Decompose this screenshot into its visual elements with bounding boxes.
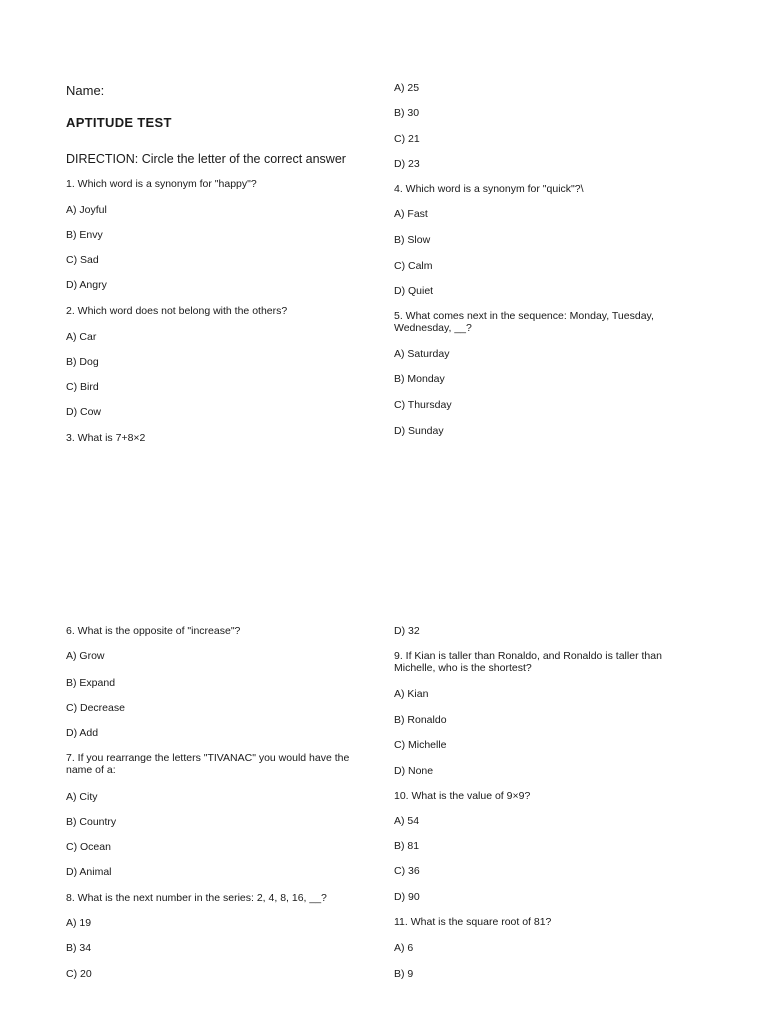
option-10b: B) 81 [394,840,420,852]
option-11b: B) 9 [394,968,414,980]
question-10: 10. What is the value of 9×9? [394,790,531,802]
option-1b: B) Envy [66,229,103,241]
question-9: 9. If Kian is taller than Ronaldo, and Ronaldo is taller than Michelle, who is the shortest? [394,650,662,674]
option-4d: D) Quiet [394,285,434,297]
option-8c: C) 20 [66,968,92,980]
option-7c: C) Ocean [66,841,111,853]
option-10c: C) 36 [394,865,420,877]
option-6a: A) Grow [66,650,105,662]
option-5c: C) Thursday [394,399,452,411]
question-8: 8. What is the next number in the series: 2, 4, 8, 16, __? [66,892,327,904]
question-7: 7. If you rearrange the letters "TIVANAC" you would have the name of a: [66,752,350,776]
option-8b: B) 34 [66,942,92,954]
direction-text: DIRECTION: Circle the letter of the correct answer [66,152,346,166]
option-11a: A) 6 [394,942,414,954]
option-10d: D) 90 [394,891,420,903]
option-9d: D) None [394,765,434,777]
option-8a: A) 19 [66,917,92,929]
option-3b: B) 30 [394,107,420,119]
option-7a: A) City [66,791,98,803]
option-1c: C) Sad [66,254,99,266]
option-2a: A) Car [66,331,97,343]
option-5d: D) Sunday [394,425,444,437]
page2-left-column [66,0,366,1000]
option-1a: A) Joyful [66,204,107,216]
option-5b: B) Monday [394,373,445,385]
option-5a: A) Saturday [394,348,450,360]
page-title: APTITUDE TEST [66,115,172,130]
option-10a: A) 54 [394,815,420,827]
option-2b: B) Dog [66,356,99,368]
option-2c: C) Bird [66,381,99,393]
page2-right-column [394,0,694,1000]
question-3: 3. What is 7+8×2 [66,432,146,444]
question-2: 2. Which word does not belong with the others? [66,305,288,317]
option-9b: B) Ronaldo [394,714,447,726]
name-label: Name: [66,83,105,98]
option-7d: D) Animal [66,866,112,878]
question-4: 4. Which word is a synonym for "quick"?\ [394,183,584,195]
question-11: 11. What is the square root of 81? [394,916,552,928]
option-6d: D) Add [66,727,99,739]
option-4b: B) Slow [394,234,431,246]
option-3a: A) 25 [394,82,420,94]
option-1d: D) Angry [66,279,107,291]
option-6c: C) Decrease [66,702,125,714]
option-9c: C) Michelle [394,739,447,751]
option-7b: B) Country [66,816,117,828]
option-6b: B) Expand [66,677,116,689]
option-3c: C) 21 [394,133,420,145]
question-6: 6. What is the opposite of "increase"? [66,625,241,637]
option-4c: C) Calm [394,260,433,272]
option-8d: D) 32 [394,625,420,637]
question-5: 5. What comes next in the sequence: Monday, Tuesday, Wednesday, __? [394,310,654,334]
option-3d: D) 23 [394,158,420,170]
option-2d: D) Cow [66,406,102,418]
option-4a: A) Fast [394,208,428,220]
question-1: 1. Which word is a synonym for "happy"? [66,178,257,190]
option-9a: A) Kian [394,688,429,700]
